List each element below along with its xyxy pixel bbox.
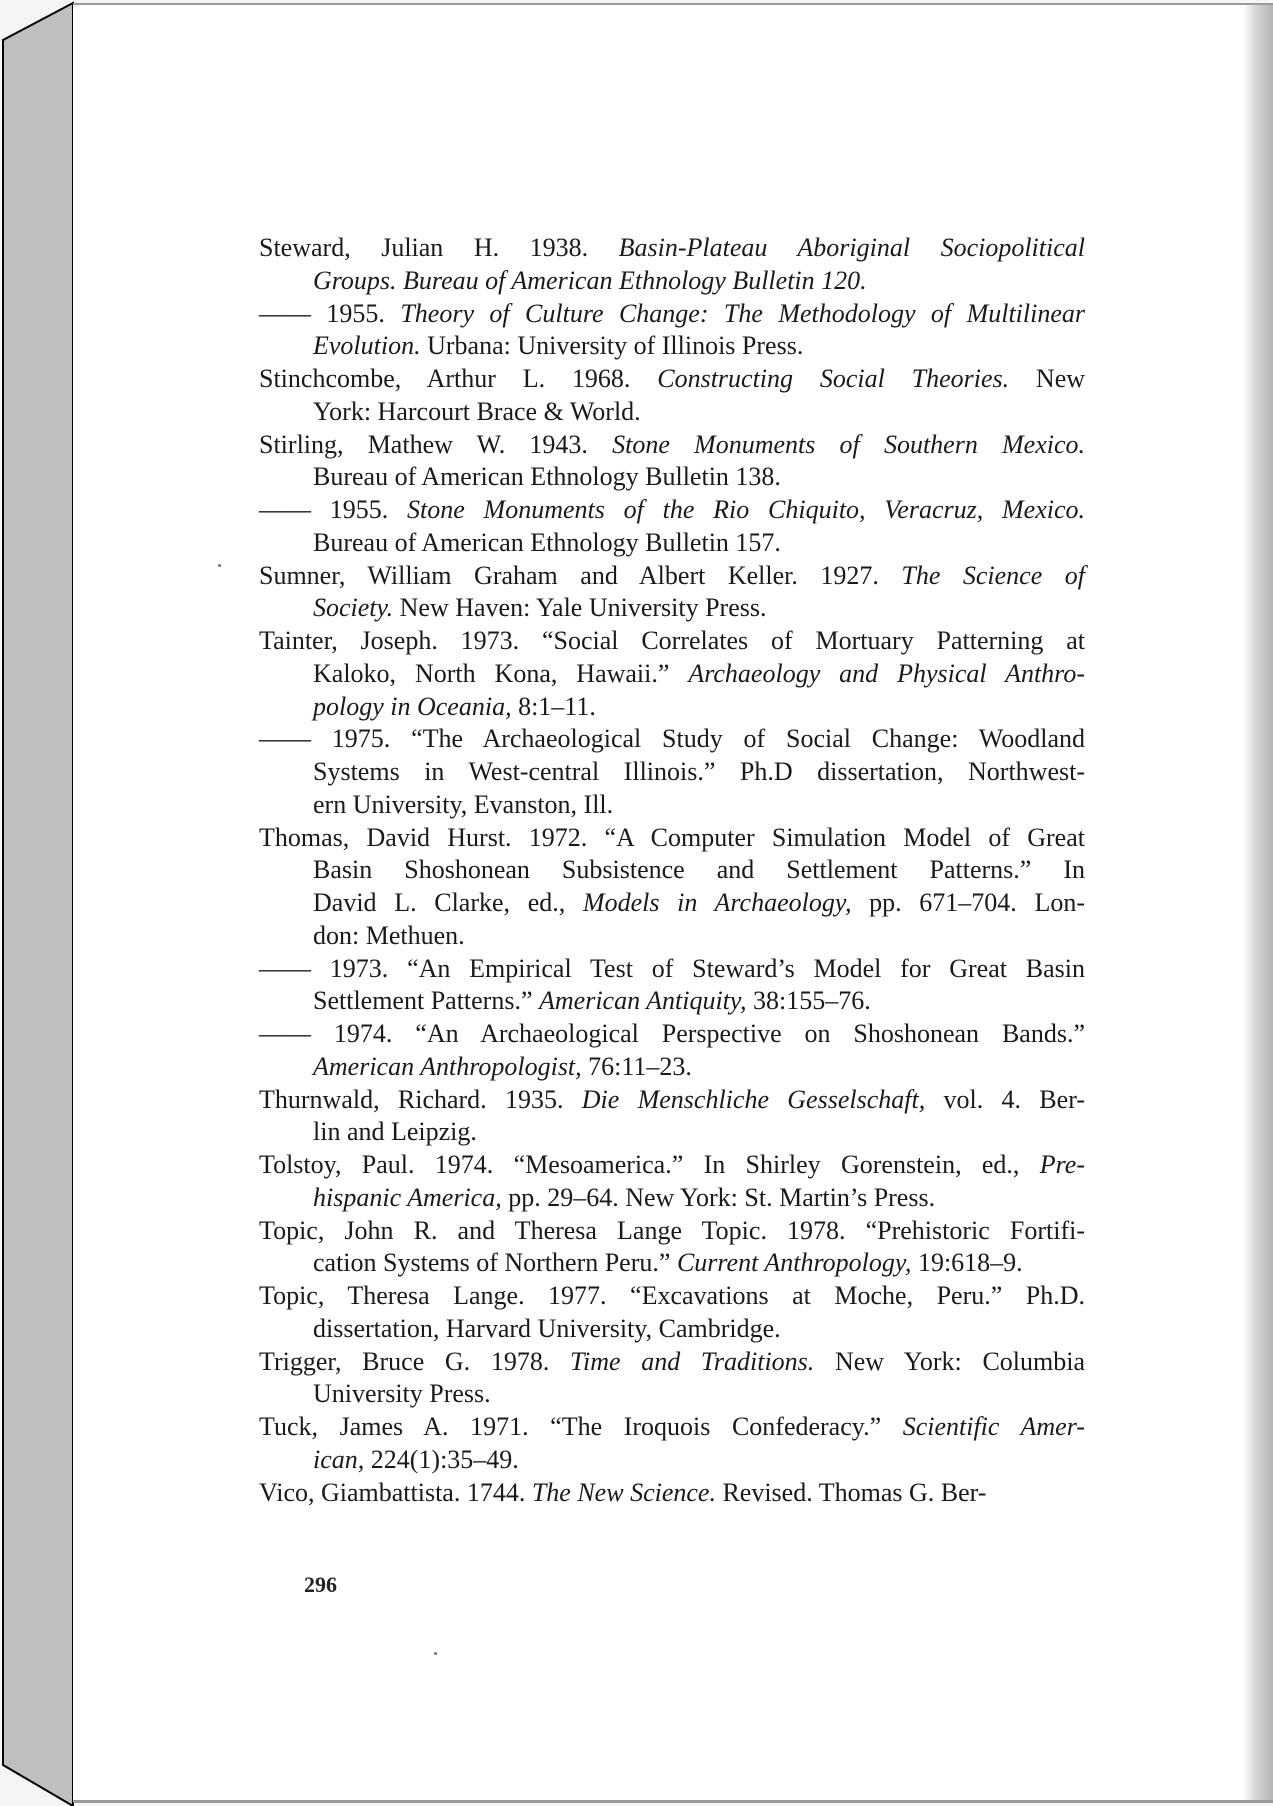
reference-line [259, 625, 1085, 658]
reference-text: Systems in West-central Illinois.” Ph.D dissertation, Northwest- [313, 757, 1085, 786]
reference-text: Stinchcombe, Arthur L. 1968. [259, 364, 658, 393]
reference-line [313, 527, 1085, 560]
reference-text: Sumner, William Graham and Albert Keller. 1927. [259, 560, 902, 590]
reference-text: pp. 671–704. Lon- [851, 888, 1085, 917]
italic-title-text: ican, [313, 1444, 365, 1474]
reference-entry [259, 363, 1085, 429]
reference-line [259, 1280, 1085, 1313]
italic-title-text: Theory of Culture Change: The Methodology of Multilinear [400, 298, 1086, 328]
italic-title-text: Society. [313, 593, 394, 623]
italic-title-text: Die Menschliche Gesselschaft, [581, 1084, 926, 1114]
reference-line [313, 1116, 1085, 1149]
italic-title-text: Stone Monuments of the Rio Chiquito, Veracruz, Mexico. [407, 495, 1086, 524]
reference-line [313, 854, 1085, 887]
scan-speck [218, 564, 221, 567]
reference-text: 224(1):35–49. [364, 1444, 519, 1474]
reference-text: 19:618–9. [911, 1248, 1023, 1278]
reference-entry [259, 1477, 1085, 1510]
reference-line [259, 429, 1085, 462]
italic-title-text: Time and Traditions. [569, 1346, 815, 1376]
reference-text: Topic, Theresa Lange. 1977. “Excavations at Moche, Peru.” Ph.D. [259, 1281, 1085, 1310]
reference-text: don: Methuen. [313, 920, 465, 950]
reference-line [313, 691, 1085, 724]
italic-title-text: Constructing Social Theories. [657, 364, 1010, 393]
reference-entry [259, 625, 1085, 723]
italic-title-text: Groups. Bureau of American Ethnology Bulletin 120. [313, 265, 867, 295]
reference-line [313, 789, 1085, 822]
reference-text: Steward, Julian H. 1938. [259, 233, 619, 262]
reference-text: Tuck, James A. 1971. “The Iroquois Confederacy.” [259, 1412, 903, 1441]
italic-title-text: Stone Monuments of Southern Mexico. [612, 429, 1085, 459]
reference-text: vol. 4. Ber- [925, 1084, 1085, 1114]
reference-entry [259, 298, 1085, 364]
reference-line [313, 461, 1085, 494]
reference-line [313, 1247, 1085, 1280]
reference-text: Revised. Thomas G. Ber- [715, 1477, 987, 1507]
reference-text: pp. 29–64. New York: St. Martin’s Press. [501, 1182, 936, 1212]
reference-line [313, 396, 1085, 429]
reference-line [259, 494, 1085, 527]
reference-line [259, 1411, 1085, 1444]
reference-line [313, 265, 1085, 298]
reference-line [259, 363, 1085, 396]
reference-entry [259, 1411, 1085, 1477]
page-edge-shadow [1243, 5, 1273, 1800]
reference-line [259, 1215, 1085, 1248]
reference-line [313, 1182, 1085, 1215]
reference-entry [259, 1018, 1085, 1084]
reference-line [313, 887, 1085, 920]
reference-line [259, 1346, 1085, 1379]
reference-text: Bureau of American Ethnology Bulletin 157. [313, 527, 781, 557]
reference-text: ern University, Evanston, Ill. [313, 789, 614, 819]
reference-entry [259, 822, 1085, 953]
reference-text: —— 1975. “The Archaeological Study of Social Change: Woodland [259, 724, 1085, 754]
reference-text: Urbana: University of Illinois Press. [420, 331, 804, 361]
reference-entry [259, 1084, 1085, 1150]
reference-text: New [1009, 364, 1086, 393]
reference-text: New Haven: Yale University Press. [393, 593, 767, 623]
reference-entry [259, 1346, 1085, 1412]
reference-line [259, 1018, 1085, 1051]
reference-line [259, 1084, 1085, 1117]
reference-text: —— 1973. “An Empirical Test of Steward’s Model for Great Basin [259, 953, 1085, 983]
reference-text: 8:1–11. [511, 691, 596, 721]
italic-title-text: The New Science. [531, 1477, 716, 1507]
reference-text: New York: Columbia [814, 1346, 1085, 1376]
reference-entry [259, 723, 1085, 821]
reference-text: Thomas, David Hurst. 1972. “A Computer Simulation Model of Great [259, 822, 1085, 852]
reference-text: Tolstoy, Paul. 1974. “Mesoamerica.” In Shirley Gorenstein, ed., [259, 1150, 1040, 1179]
reference-line [313, 1313, 1085, 1346]
reference-line [259, 1477, 1085, 1510]
reference-line [313, 330, 1085, 363]
reference-line [313, 1378, 1085, 1411]
reference-entry [259, 560, 1085, 626]
reference-text: York: Harcourt Brace & World. [313, 396, 641, 426]
italic-title-text: American Anthropologist, [313, 1051, 582, 1081]
reference-text: Vico, Giambattista. 1744. [259, 1477, 532, 1507]
reference-entry [259, 232, 1085, 298]
reference-line [259, 232, 1085, 265]
italic-title-text: Scientific Amer- [902, 1412, 1085, 1441]
reference-line [259, 723, 1085, 756]
reference-text: —— 1955. [259, 298, 401, 328]
reference-line [313, 592, 1085, 625]
reference-text: Basin Shoshonean Subsistence and Settlement Patterns.” In [313, 855, 1085, 885]
reference-text: dissertation, Harvard University, Cambridge. [313, 1313, 781, 1343]
reference-text: Thurnwald, Richard. 1935. [259, 1084, 582, 1114]
italic-title-text: Models in Archaeology, [582, 888, 852, 917]
italic-title-text: American Antiquity, [539, 986, 747, 1016]
reference-text: David L. Clarke, ed., [313, 888, 583, 917]
reference-text: Trigger, Bruce G. 1978. [259, 1346, 570, 1376]
reference-text: Topic, John R. and Theresa Lange Topic. 1978. “Prehistoric Fortifi- [259, 1215, 1085, 1245]
reference-line [259, 953, 1085, 986]
italic-title-text: Current Anthropology, [676, 1248, 912, 1278]
reference-line [259, 1149, 1085, 1182]
reference-line [313, 920, 1085, 953]
reference-entry [259, 1149, 1085, 1215]
italic-title-text: Evolution. [313, 331, 421, 361]
reference-line [259, 822, 1085, 855]
reference-line [313, 658, 1085, 691]
reference-entry [259, 953, 1085, 1019]
reference-text: Settlement Patterns.” [313, 986, 540, 1016]
reference-line [259, 560, 1085, 593]
italic-title-text: The Science of [901, 560, 1085, 590]
reference-text: Tainter, Joseph. 1973. “Social Correlates of Mortuary Patterning at [259, 626, 1085, 655]
reference-line [259, 298, 1085, 331]
reference-text: cation Systems of Northern Peru.” [313, 1248, 677, 1278]
reference-line [313, 1444, 1085, 1477]
page-number: 296 [304, 1572, 337, 1597]
reference-text: Kaloko, North Kona, Hawaii.” [313, 658, 689, 688]
reference-text: —— 1974. “An Archaeological Perspective on Shoshonean Bands.” [259, 1019, 1085, 1048]
reference-line [313, 1051, 1085, 1084]
reference-entry [259, 1280, 1085, 1346]
italic-title-text: hispanic America, [313, 1182, 502, 1212]
reference-entry [259, 494, 1085, 560]
reference-text: 76:11–23. [581, 1051, 692, 1081]
italic-title-text: Basin-Plateau Aboriginal Sociopolitical [618, 233, 1085, 262]
reference-text: lin and Leipzig. [313, 1117, 477, 1147]
reference-line [313, 756, 1085, 789]
reference-line [313, 985, 1085, 1018]
reference-text: Stirling, Mathew W. 1943. [259, 429, 613, 459]
reference-entry [259, 429, 1085, 495]
reference-text: —— 1955. [259, 495, 408, 524]
scan-speck [434, 1652, 437, 1655]
reference-list [259, 232, 1085, 1509]
reference-entry [259, 1215, 1085, 1281]
book-spine [0, 0, 80, 1806]
reference-text: 38:155–76. [746, 986, 871, 1016]
italic-title-text: Archaeology and Physical Anthro- [688, 658, 1085, 688]
reference-text: University Press. [313, 1379, 491, 1409]
reference-text: Bureau of American Ethnology Bulletin 138. [313, 462, 781, 492]
italic-title-text: pology in Oceania, [313, 691, 512, 721]
italic-title-text: Pre- [1039, 1150, 1085, 1179]
